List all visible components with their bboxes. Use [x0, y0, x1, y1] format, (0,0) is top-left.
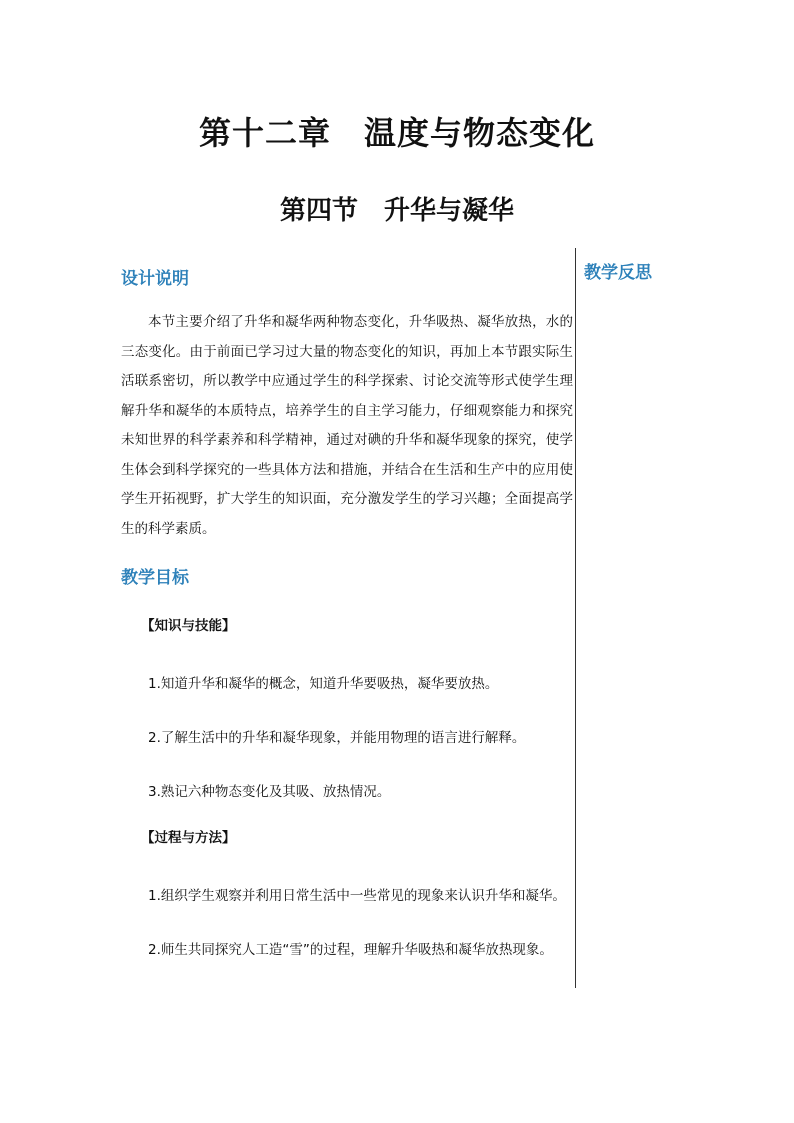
process-item-1: 1.组织学生观察并利用日常生活中一些常见的现象来认识升华和凝华。 [148, 888, 566, 904]
knowledge-item-2: 2.了解生活中的升华和凝华现象，并能用物理的语言进行解释。 [148, 730, 526, 746]
column-divider [575, 248, 576, 988]
process-item-2: 2.师生共同探究人工造“雪”的过程，理解升华吸热和凝华放热现象。 [148, 942, 553, 958]
knowledge-item-1: 1.知道升华和凝华的概念，知道升华要吸热，凝华要放热。 [148, 676, 499, 692]
goals-heading: 教学目标 [121, 568, 189, 588]
design-paragraph: 本节主要介绍了升华和凝华两种物态变化，升华吸热、凝华放热，水的三态变化。由于前面已学习过大量的物态变化的知识，再加上本节跟实际生活联系密切，所以教学中应通过学生的科学探索、讨论交流等形式使学生理解升华和凝华的本质特点，培养学生的自主学习能力，仔细观察能力和探究未知世界的科学素养和科学精神，通过对碘的升华和凝华现象的探究，使学生体会到科学探究的一些具体方法和措施，并结合在生活和生产中的应用使学生开拓视野，扩大学生的知识面，充分激发学生的学习兴趣；全面提高学生的科学素质。 [121, 314, 573, 537]
section-title: 第四节 升华与凝华 [279, 196, 514, 226]
knowledge-item-3: 3.熟记六种物态变化及其吸、放热情况。 [148, 784, 391, 800]
chapter-title: 第十二章 温度与物态变化 [198, 114, 595, 152]
main-column [121, 264, 573, 958]
knowledge-skills-label: 【知识与技能】 [141, 618, 236, 634]
process-methods-label: 【过程与方法】 [141, 830, 236, 846]
design-heading: 设计说明 [121, 269, 189, 289]
reflection-heading: 教学反思 [584, 263, 652, 283]
